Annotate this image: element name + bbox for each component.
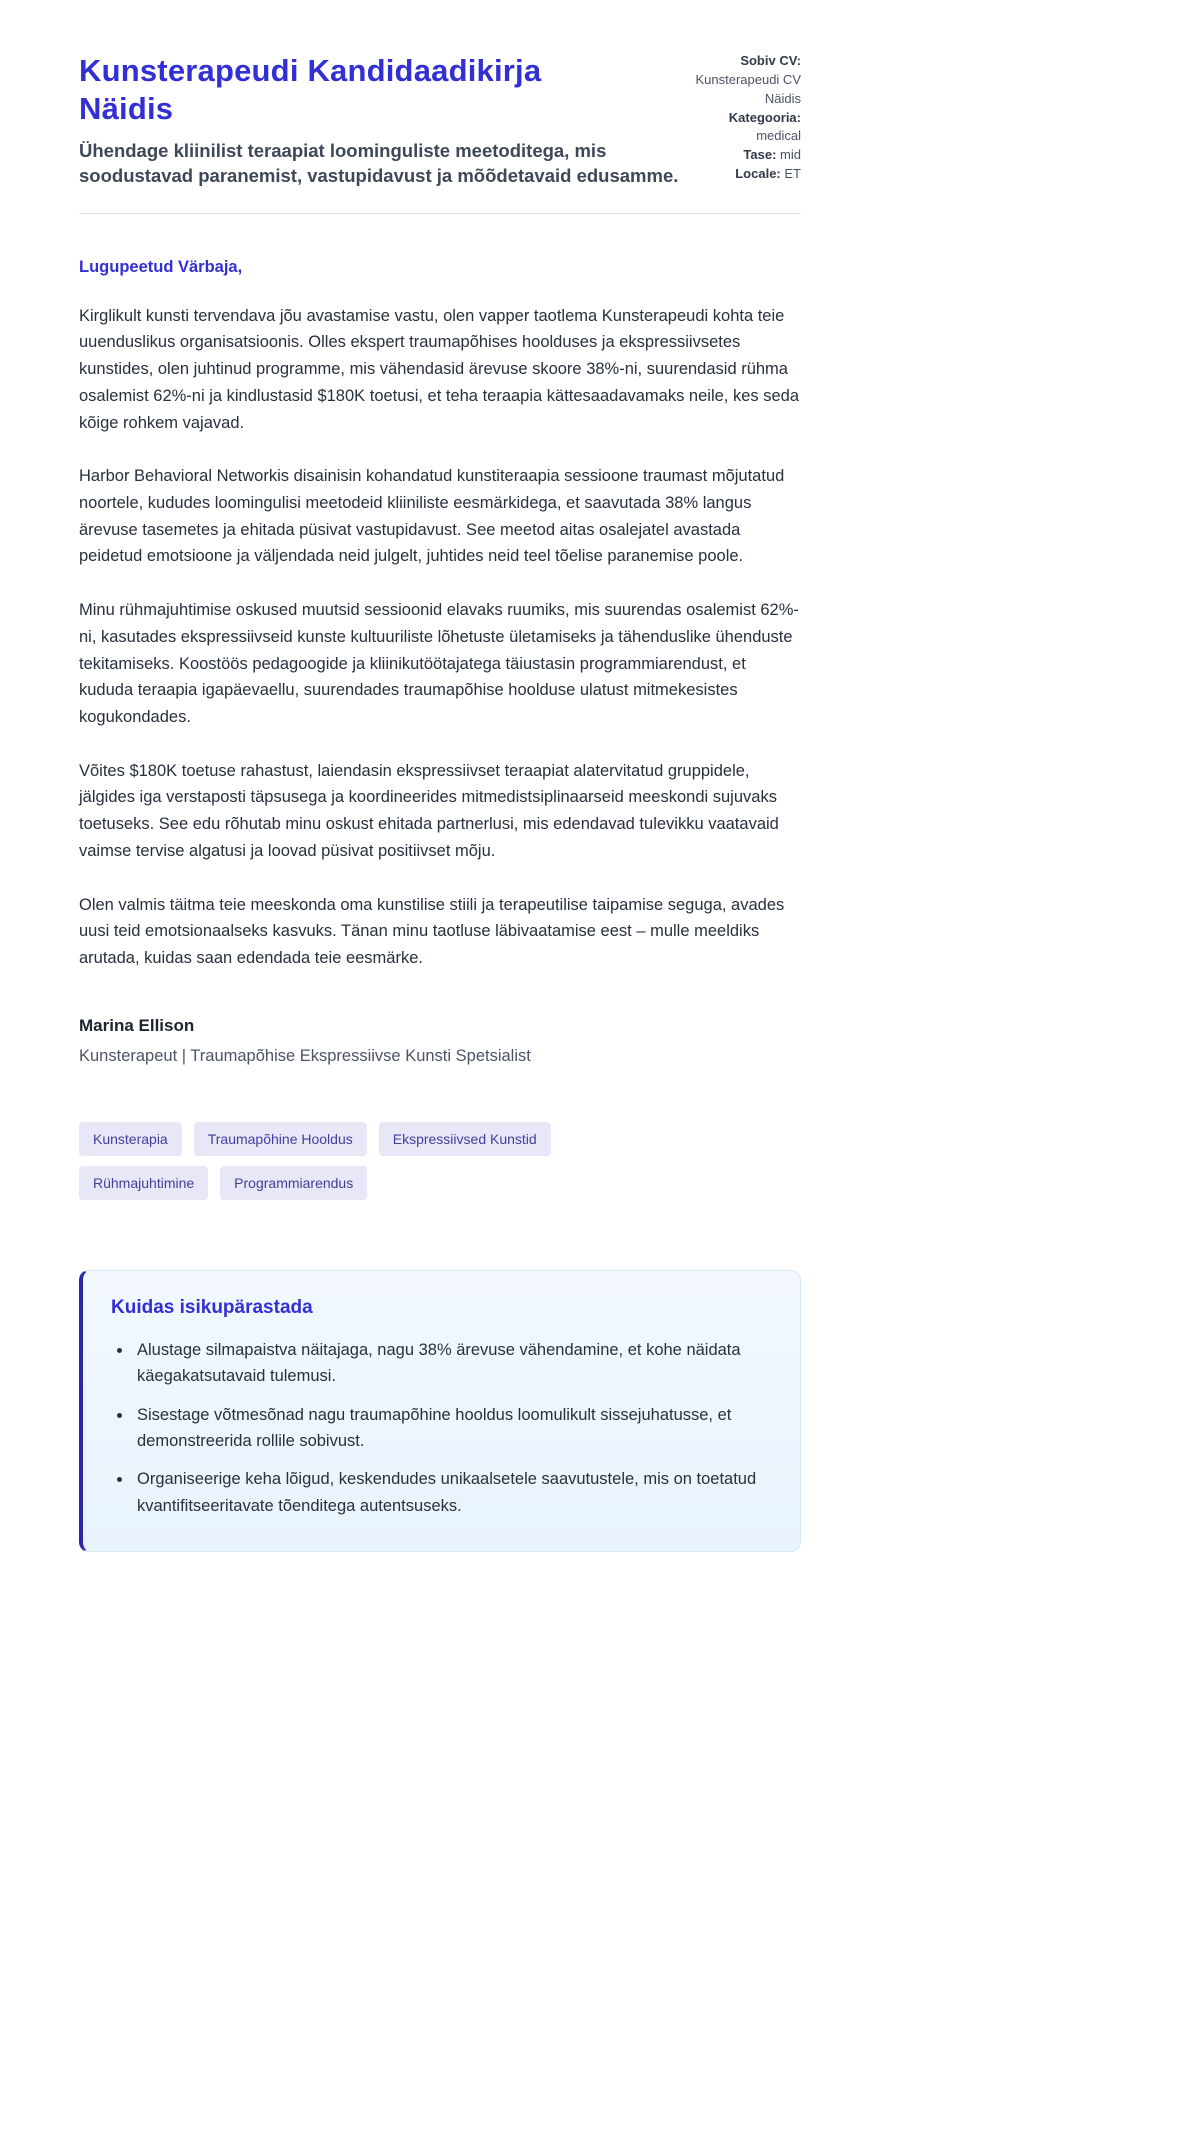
tag-ruhmajuhtimine[interactable]: Rühmajuhtimine: [79, 1166, 208, 1200]
meta-level-label: Tase:: [743, 147, 777, 163]
tip-item-2: • Sisestage võtmesõnad nagu traumapõhine hooldus loomulikult sissejuhatusse, et demonstreerida rollile sobivust.: [133, 1402, 770, 1455]
tips-title: Kuidas isikupärastada: [111, 1296, 313, 1318]
signature-job-title: Kunsterapeut | Traumapõhise Ekspressiivse Kunsti Spetsialist: [79, 1046, 531, 1065]
content-column: [79, 0, 801, 1552]
header-titles: [79, 52, 683, 189]
tag-programmiarendus[interactable]: Programmiarendus: [220, 1166, 367, 1200]
letter-paragraph-3: Minu rühmajuhtimise oskused muutsid sessioonid elavaks ruumiks, mis suurendas osalemist 62%-ni, kasutades ekspressiivseid kunste kultuuriliste lõhetuste ületamiseks ja tähenduslike ühenduste tekitamiseks. Koostöös pedagoogide ja kliinikutöötajatega täiustasin programmiarendust, et kududa teraapia igapäevaellu, suurendades traumapõhise hoolduse ulatust mitmekesistes kogukondades.: [79, 601, 799, 726]
meta-locale-value: ET: [784, 166, 801, 182]
tips-list: [111, 1337, 770, 1519]
meta-level-value: mid: [780, 147, 801, 163]
meta-matching-cv-value: Kunsterapeudi CV Näidis: [695, 71, 801, 106]
tag-traumapohine-hooldus[interactable]: Traumapõhine Hooldus: [194, 1122, 367, 1156]
tip-item-1: • Alustage silmapaistva näitajaga, nagu 38% ärevuse vähendamine, et kohe näidata käegakatsutavaid tulemusi.: [133, 1337, 770, 1390]
header: [79, 52, 801, 189]
meta-panel: [683, 52, 801, 184]
page-title: Kunsterapeudi Kandidaadikirja Näidis: [79, 53, 542, 126]
letter-paragraph-1: Kirglikult kunsti tervendava jõu avastamise vastu, olen vapper taotlema Kunsterapeudi kohta teie uuenduslikus organisatsioonis. Olles ekspert traumapõhises hoolduses ja ekspressiivsetes kunstides, olen juhtinud programme, mis vähendasid ärevuse skoore 38%-ni, suurendasid rühma osalemist 62%-ni ja kindlustasid $180K toetusi, et teha teraapia kättesaadavamaks neile, kes seda kõige rohkem vajavad.: [79, 306, 800, 432]
meta-matching-cv-label: Sobiv CV:: [740, 53, 801, 68]
meta-category: [683, 109, 801, 147]
page-subtitle: Ühendage kliinilist teraapiat loominguliste meetoditega, mis soodustavad paranemist, vastupidavust ja mõõdetavaid edusamme.: [79, 139, 679, 187]
meta-matching-cv: [683, 52, 801, 109]
tip-item-3: • Organiseerige keha lõigud, keskendudes unikaalsetele saavutustele, mis on toetatud kvantifitseeritavate tõenditega autentsuseks.: [133, 1466, 770, 1519]
meta-category-label: Kategooria:: [728, 109, 801, 125]
letter-greeting: Lugupeetud Värbaja,: [79, 257, 243, 276]
meta-locale-label: Locale:: [735, 166, 781, 182]
skill-tag-list: [79, 1122, 679, 1200]
meta-level: [683, 146, 801, 165]
letter-paragraph-4: Võites $180K toetuse rahastust, laiendasin ekspressiivset teraapiat alatervitatud gruppidele, jälgides iga verstaposti täpsusega ja koordineerides mitmedistsiplinaarseid meeskondi sujuvaks toetuseks. See edu rõhutab minu oskust ehitada partnerlusi, mis edendavad tulevikku vaatavaid vaimse tervise algatusi ja loovad püsivat positiivset mõju.: [79, 761, 779, 860]
cover-letter-body: [79, 258, 801, 1066]
tag-kunsterapia[interactable]: Kunsterapia: [79, 1122, 182, 1156]
signature-name: Marina Ellison: [79, 1015, 195, 1035]
header-divider: [79, 213, 801, 214]
meta-locale: [683, 165, 801, 184]
personalization-tips-box: [79, 1270, 801, 1552]
letter-paragraph-5: Olen valmis täitma teie meeskonda oma kunstilise stiili ja terapeutilise taipamise seguga, avades uusi teid emotsionaalseks kasvuks. Tänan minu taotluse läbivaatamise eest – mulle meeldiks arutada, kuidas saan edendada teie eesmärke.: [79, 895, 785, 968]
tag-ekspressiivsed-kunstid[interactable]: Ekspressiivsed Kunstid: [379, 1122, 551, 1156]
letter-paragraph-2: Harbor Behavioral Networkis disainisin kohandatud kunstiteraapia sessioone traumast mõjutatud noortele, kududes loomingulisi meetodeid kliiniliste eesmärkidega, et saavutada 38% langus ärevuse tasemetes ja ehitada püsivat vastupidavust. See meetod aitas osalejatel avastada peidetud emotsioone ja väljendada neid julgelt, juhtides neid teel tõelise paranemise poole.: [79, 467, 785, 566]
meta-category-value: medical: [756, 128, 801, 144]
